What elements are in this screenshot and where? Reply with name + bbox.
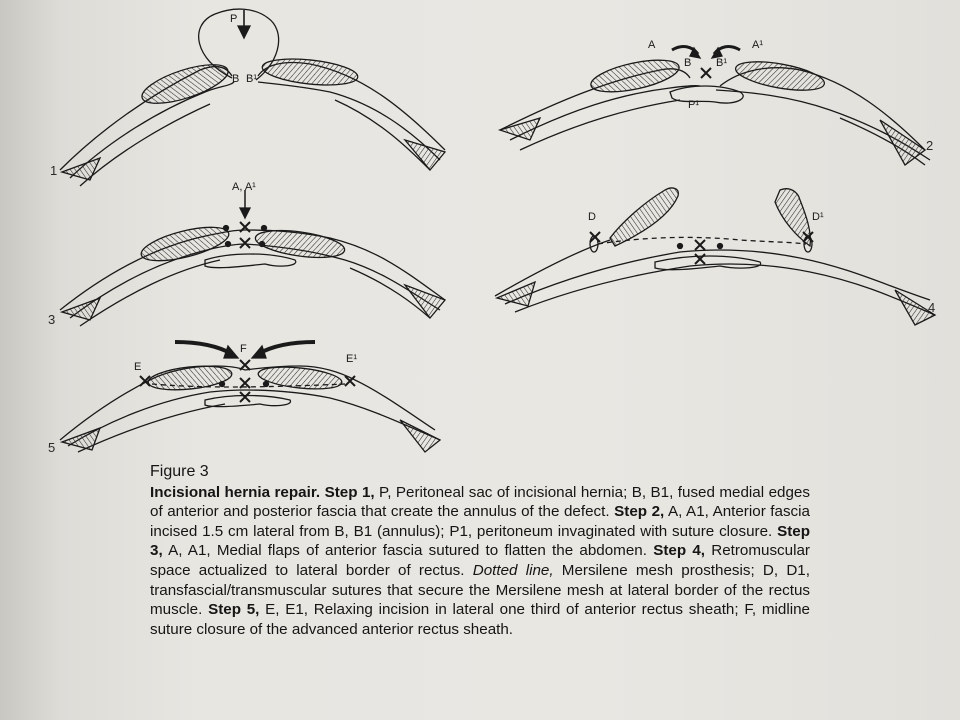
step-number-3: 3 bbox=[48, 312, 56, 327]
label-b-2: B bbox=[684, 57, 692, 69]
figure-title: Figure 3 bbox=[150, 463, 209, 480]
label-b: B bbox=[232, 73, 240, 85]
caption-step-3-text: A, A1, Medial flaps of anterior fascia sutured to flatten the abdomen. bbox=[162, 542, 647, 560]
label-e1: E¹ bbox=[346, 353, 357, 365]
caption-step-2-text: A, A1, Anterior fascia incised 1.5 cm lateral from B, B1 (annulus); P1, peritoneum invaginated with suture closure. bbox=[150, 503, 810, 540]
caption-step-4-head: Step 4, bbox=[653, 542, 705, 560]
caption-step-3-head: Step 3, bbox=[150, 522, 810, 560]
label-b1: B¹ bbox=[246, 73, 257, 85]
caption-body bbox=[150, 483, 810, 640]
step-number-2: 2 bbox=[926, 138, 934, 153]
caption-step-1-head: Step 1, bbox=[324, 483, 375, 501]
step-4-diagram bbox=[495, 188, 935, 325]
caption-dotted-line: Dotted line, bbox=[472, 561, 554, 579]
caption-step-5-text: E, E1, Relaxing incision in lateral one third of anterior rectus sheath; F, midline suture closure of the advanced anterior rectus sheath. bbox=[150, 601, 810, 638]
step-number-4: 4 bbox=[928, 300, 936, 315]
label-a1: A¹ bbox=[752, 39, 763, 51]
label-p1: P¹ bbox=[688, 99, 699, 111]
caption-step-2-head: Step 2, bbox=[614, 503, 665, 521]
step-number-1: 1 bbox=[50, 163, 58, 178]
label-f: F bbox=[240, 343, 247, 355]
caption-intro: Incisional hernia repair. bbox=[150, 483, 321, 501]
step-5-diagram bbox=[60, 342, 440, 452]
label-e: E bbox=[134, 361, 142, 373]
label-a-a1: A, A¹ bbox=[232, 181, 256, 193]
label-b1-2: B¹ bbox=[716, 57, 727, 69]
caption-step-4-text2: Mersilene mesh prosthesis; D, D1, transfascial/transmuscular sutures that secure the Mersilene mesh at lateral border of the rectus muscle. bbox=[150, 561, 810, 619]
step-2-diagram bbox=[500, 47, 930, 165]
step-3-diagram bbox=[60, 190, 445, 326]
caption-step-4-text: Retromuscular space actualized to lateral border of rectus. bbox=[150, 542, 810, 579]
caption-step-5-head: Step 5, bbox=[208, 601, 260, 619]
figure-caption bbox=[150, 462, 810, 639]
label-d1: D¹ bbox=[812, 211, 824, 223]
label-p: P bbox=[230, 13, 238, 25]
step-1-diagram bbox=[60, 9, 445, 186]
caption-step-1-text: P, Peritoneal sac of incisional hernia; B, B1, fused medial edges of anterior and posterior fascia that create the annulus of the defect. bbox=[150, 483, 810, 521]
step-number-5: 5 bbox=[48, 440, 56, 455]
label-a: A bbox=[648, 39, 656, 51]
label-d: D bbox=[588, 211, 596, 223]
